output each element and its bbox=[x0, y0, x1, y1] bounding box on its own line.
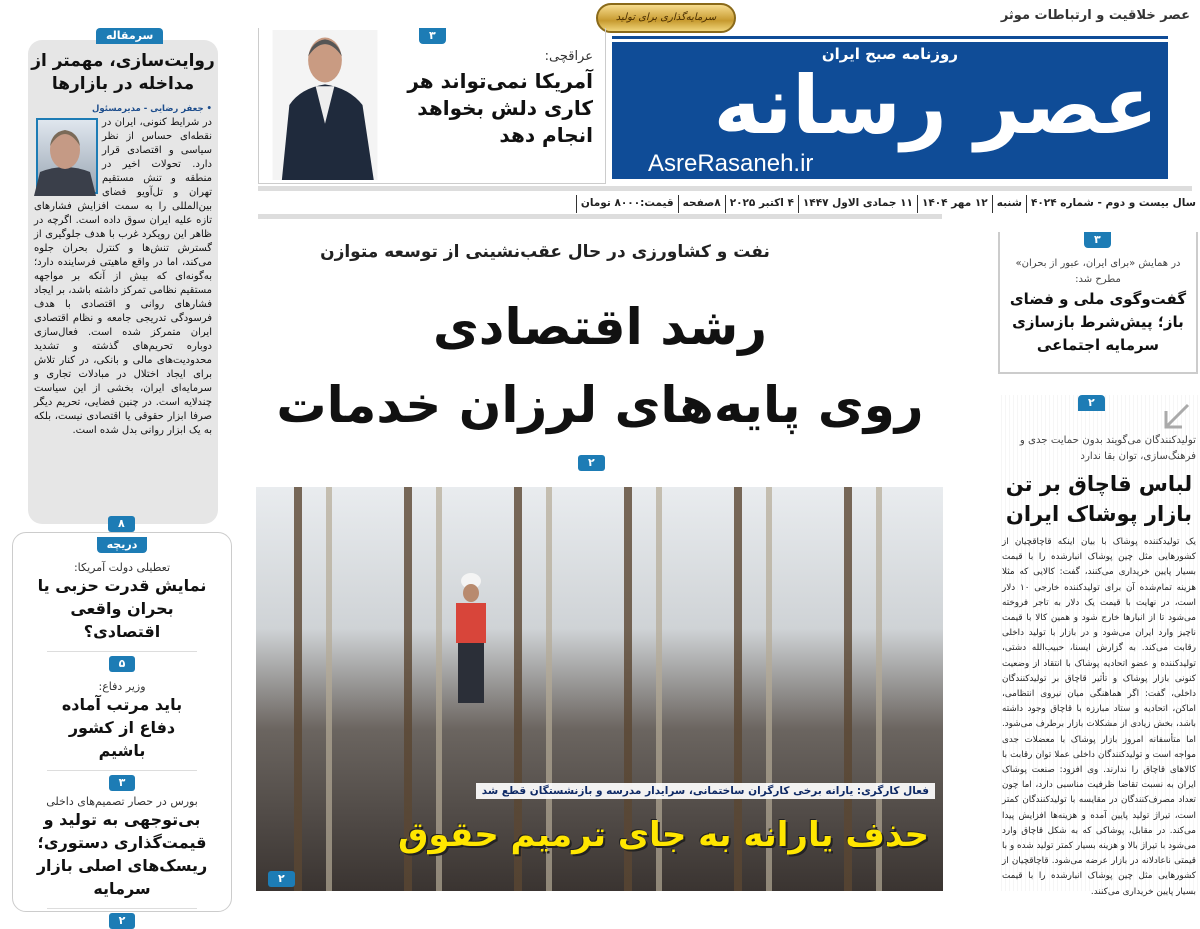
photo-caption: فعال کارگری: یارانه برخی کارگران ساختمانی، سرایدار مدرسه و بازنشستگان قطع شد bbox=[476, 783, 935, 799]
item-headline: بی‌توجهی به تولید و قیمت‌گذاری دستوری؛ ریسک‌های اصلی بازار سرمایه bbox=[36, 810, 208, 898]
worker-figure bbox=[446, 567, 496, 707]
window-item[interactable] bbox=[13, 795, 231, 929]
editorial-tag: سرمقاله bbox=[96, 28, 163, 44]
masthead bbox=[612, 42, 1168, 179]
window-box bbox=[12, 532, 232, 927]
main-kicker: نفت و کشاورزی در حال عقب‌نشینی از توسعه متوازن bbox=[320, 242, 770, 262]
item-kicker: تعطیلی دولت آمریکا: bbox=[73, 561, 171, 574]
date-gregorian: ۴ اکتبر ۲۰۲۵ bbox=[725, 195, 798, 213]
araghchi-story[interactable] bbox=[258, 28, 606, 184]
construction-photo[interactable] bbox=[256, 487, 943, 891]
item-headline: نمایش قدرت حزبی یا بحران واقعی اقتصادی؟ bbox=[37, 576, 207, 641]
page-count: ۸صفحه bbox=[678, 195, 725, 213]
story-kicker: عراقچی: bbox=[544, 49, 593, 64]
editorial-title: روایت‌سازی، مهمتر از مداخله در بازارها bbox=[31, 51, 215, 94]
divider bbox=[258, 214, 942, 219]
masthead-motto: عصر خلاقیت و ارتباطات موثر bbox=[1000, 8, 1190, 23]
photo-headline: حذف یارانه به جای ترمیم حقوق bbox=[398, 815, 929, 855]
divider bbox=[612, 36, 1168, 39]
story-headline: گفت‌وگوی ملی و فضای باز؛ پیش‌شرط بازسازی سرمایه اجتماعی bbox=[1009, 290, 1187, 354]
window-item[interactable] bbox=[13, 680, 231, 791]
story-headline: آمریکا نمی‌تواند هر کاری دلش بخواهد انجام دهد bbox=[407, 69, 593, 147]
masthead-url: AsreRasaneh.ir bbox=[648, 150, 814, 177]
masthead-subtitle: روزنامه صبح ایران bbox=[821, 45, 958, 63]
page-tag: ۲ bbox=[268, 871, 295, 887]
divider bbox=[47, 651, 197, 652]
divider bbox=[47, 770, 197, 771]
item-kicker: وزیر دفاع: bbox=[98, 680, 146, 693]
item-kicker: بورس در حصار تصمیم‌های داخلی bbox=[46, 795, 198, 808]
spacer bbox=[34, 116, 102, 194]
issue-info-bar bbox=[560, 195, 1200, 213]
story-kicker: تولیدکنندگان می‌گویند بدون حمایت جدی و فرهنگ‌سازی، توان بقا ندارد bbox=[1019, 435, 1196, 462]
clothing-story[interactable] bbox=[998, 395, 1200, 897]
arrow-down-left-icon bbox=[1162, 401, 1192, 431]
date-lunar: ۱۱ جمادی الاول ۱۴۴۷ bbox=[798, 195, 917, 213]
divider bbox=[47, 908, 197, 909]
issue-number: سال بیست و دوم - شماره ۴۰۲۴ bbox=[1026, 195, 1200, 213]
price: قیمت:۸۰۰۰ تومان bbox=[576, 195, 678, 213]
editorial-text bbox=[34, 102, 212, 438]
dialogue-story[interactable] bbox=[998, 232, 1198, 374]
divider bbox=[258, 186, 1192, 191]
story-headline: لباس قاچاق بر تن بازار پوشاک ایران bbox=[1005, 472, 1193, 526]
main-headline-line-2: روی پایه‌های لرزان خدمات bbox=[276, 376, 924, 434]
page-tag: ۸ bbox=[108, 516, 135, 532]
editorial-box[interactable] bbox=[28, 29, 218, 530]
window-item[interactable] bbox=[13, 561, 231, 672]
page-tag: ۳ bbox=[419, 28, 446, 44]
item-headline: باید مرتب آماده دفاع از کشور باشیم bbox=[61, 695, 183, 760]
main-headline[interactable] bbox=[240, 288, 960, 444]
date-solar: ۱۲ مهر ۱۴۰۴ bbox=[917, 195, 992, 213]
editorial-body: در شرایط کنونی، ایران در نقطه‌ای حساس از نظر سیاسی و اقتصادی قرار دارد. تحولات اخیر در منطقه و تنش مستقیم تهران و تل‌آویو فضای بین‌المللی را به سمت افزایش فشارهای تازه علیه ایران سوق داده است. اگرچه در ظاهر این رویکرد غرب با هدف جلوگیری از گسترش تنش‌ها و کنترل بحران جلوه می‌کند، اما در واقع ماهیتی فرساینده دارد؛ به‌گونه‌ای که بیش از آنکه بر مواجهه مستقیم نظامی تمرکز داشته باشد، بر ایجاد فشارهای روانی و اقتصادی با هدف فرسودگی تدریجی جامعه و نظام اقتصادی ایران متمرکز شده است. فعال‌سازی دوباره تحریم‌های گذشته و تشدید محدودیت‌های مالی و بانکی، در کنار تلاش برای ایجاد اختلال در مبادلات تجاری و سرمایه‌ای ایران، بخشی از این سیاست چندلایه است. در چنین فضایی، تحریم دیگر صرفا ابزار حقوقی یا اقتصادی نیست، بلکه به یک ابزار روانی بدل شده است. bbox=[34, 117, 212, 436]
page-tag: ۳ bbox=[109, 775, 136, 791]
page-tag: ۲ bbox=[578, 455, 605, 471]
main-headline-line-1: رشد اقتصادی bbox=[432, 298, 768, 356]
window-tag: دریچه bbox=[97, 537, 148, 553]
gold-badge: سرمایه‌گذاری برای تولید bbox=[596, 3, 736, 33]
araghchi-photo bbox=[269, 30, 381, 180]
page-tag: ۲ bbox=[1078, 395, 1105, 411]
page-tag: ۳ bbox=[1084, 232, 1111, 248]
page-tag: ۲ bbox=[109, 913, 136, 929]
masthead-title: عصر رسانه bbox=[713, 59, 1158, 152]
page-tag: ۵ bbox=[109, 656, 136, 672]
story-body: یک تولیدکننده پوشاک با بیان اینکه قاچاقچیان از کشورهایی مثل چین پوشاک انبارشده را با قیمت بسیار پایین خریداری می‌کنند، گفت: کالایی که مثلا هزینه تمام‌شده آن برای تولیدکننده خارجی ۱۰ دلار است، در نهایت با قیمت یک دلار به تاجر فروخته می‌شود تا از انبارها خارج شود و همین کالا با قیمت ناچیز وارد ایران می‌شود و در بازار با تولید داخلی رقابت می‌کند. به گزارش ایسنا، حبیب‌الله دشتی، تولیدکننده و عضو اتحادیه پوشاک با انتقاد از وضعیت کنونی بازار پوشاک و تأثیر قاچاق بر تولیدکنندگان داخلی، گفت: اگر هماهنگی میان نیروی انتظامی، اماکن، اتحادیه و ستاد مبارزه با قاچاق وجود داشته باشد، بخش زیادی از مشکلات بازار برطرف می‌شود. اما متأسفانه امروز بازار پوشاک با معضلات جدی مواجه است و تولیدکنندگان داخلی عملا توان رقابت با کالاهای قاچاق را ندارند. وی افزود: صنعت پوشاک ایران به نسبت تقاضا ظرفیت مناسبی دارد، اما چون تعداد مصرف‌کنندگان در مقایسه با تولیدکنندگان کمتر است، تیراژ تولید پایین آمده و هزینه‌ها افزایش پیدا می‌کند. در مقابل، پوشاکی که به شکل قاچاق وارد می‌شود با تیراژ بالا و هزینه بسیار کمتر تولید شده و با قیمتی ناعادلانه در بازار عرضه می‌شود. قاچاقچیان از کشورهایی مثل چین پوشاک انبارشده را با قیمت بسیار پایین خریداری می‌کنند. bbox=[1002, 537, 1196, 897]
story-kicker: در همایش «برای ایران، عبور از بحران» مطرح شد: bbox=[1015, 258, 1181, 285]
weekday: شنبه bbox=[992, 195, 1026, 213]
editorial-author: • جعفر رضایی - مدیرمسئول bbox=[92, 104, 212, 114]
